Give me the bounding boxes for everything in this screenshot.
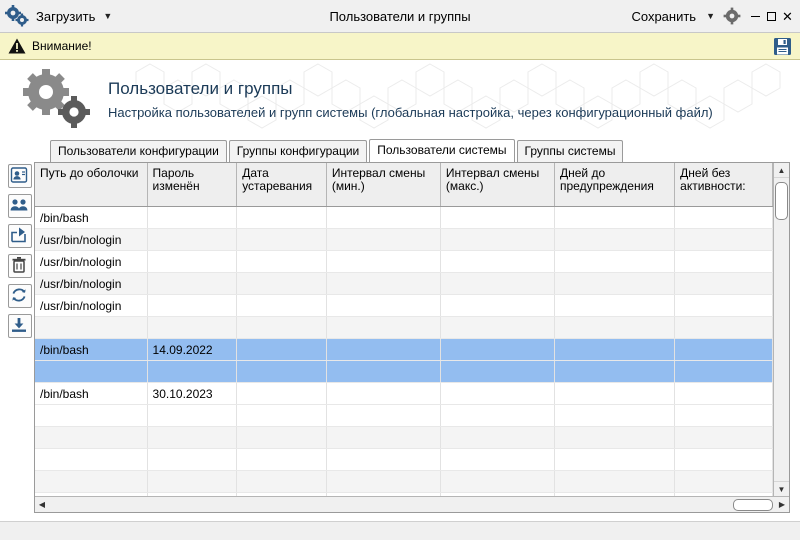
cell-shell-path: /usr/bin/nologin <box>35 295 147 317</box>
page-title: Пользователи и группы <box>108 78 293 98</box>
floppy-disk-icon[interactable] <box>773 37 792 56</box>
table-row[interactable] <box>35 471 773 493</box>
cell-password-changed <box>147 229 237 251</box>
load-menu-button[interactable]: Загрузить <box>36 8 96 24</box>
cell-days-warning <box>554 207 674 229</box>
cell-interval-min <box>326 471 440 493</box>
scroll-up-arrow-icon[interactable]: ▲ <box>774 163 789 178</box>
cell-days-warning <box>554 251 674 273</box>
cell-days-warning <box>554 295 674 317</box>
col-change-interval-max[interactable]: Интервал смены (макс.) <box>440 163 554 207</box>
col-shell-path[interactable]: Путь до оболочки <box>35 163 147 207</box>
cell-days-warning <box>554 361 674 383</box>
col-days-inactive[interactable]: Дней без активности: <box>675 163 773 207</box>
window-controls <box>749 10 794 23</box>
cell-password-changed <box>147 493 237 497</box>
load-menu-caret-icon[interactable]: ▼ <box>103 11 113 21</box>
cell-password-changed <box>147 427 237 449</box>
users-table-panel <box>34 162 790 513</box>
tab-bar <box>0 138 800 162</box>
cell-shell-path <box>35 361 147 383</box>
window-title: Пользователи и группы <box>329 8 471 24</box>
banner-text <box>108 79 713 120</box>
tab-system-groups[interactable]: Группы системы <box>517 140 624 162</box>
table-row-selected[interactable] <box>35 339 773 361</box>
vertical-scrollbar-thumb[interactable] <box>775 182 788 220</box>
cell-expiry-date <box>237 383 327 405</box>
cell-interval-min <box>326 383 440 405</box>
table-row[interactable] <box>35 405 773 427</box>
cell-interval-min <box>326 207 440 229</box>
settings-gear-icon[interactable] <box>723 7 741 25</box>
cell-days-warning <box>554 405 674 427</box>
cell-days-warning <box>554 427 674 449</box>
tab-system-users[interactable]: Пользователи системы <box>369 139 514 162</box>
cell-expiry-date <box>237 427 327 449</box>
cell-days-warning <box>554 273 674 295</box>
horizontal-scrollbar[interactable] <box>35 496 789 512</box>
maximize-button[interactable] <box>765 10 778 23</box>
cell-shell-path <box>35 449 147 471</box>
cell-interval-max <box>440 361 554 383</box>
cell-shell-path: /usr/bin/nologin <box>35 229 147 251</box>
cell-password-changed <box>147 449 237 471</box>
import-button[interactable] <box>8 314 32 338</box>
cell-interval-max <box>440 273 554 295</box>
cell-days-warning <box>554 471 674 493</box>
save-menu-button[interactable]: Сохранить <box>631 8 697 24</box>
system-users-table <box>35 163 773 496</box>
cell-days-inactive <box>675 493 773 497</box>
cell-interval-min <box>326 229 440 251</box>
cell-expiry-date <box>237 449 327 471</box>
cell-expiry-date <box>237 229 327 251</box>
cell-days-inactive <box>675 229 773 251</box>
cell-password-changed: 30.10.2023 <box>147 383 237 405</box>
cell-interval-min <box>326 339 440 361</box>
cell-expiry-date <box>237 273 327 295</box>
refresh-button[interactable] <box>8 284 32 308</box>
table-rows <box>35 207 773 497</box>
horizontal-scrollbar-thumb[interactable] <box>733 499 773 511</box>
cell-interval-max <box>440 339 554 361</box>
table-row[interactable] <box>35 251 773 273</box>
page-subtitle: Настройка пользователей и групп системы (глобальная настройка, через конфигурационный файл) <box>108 104 713 120</box>
page-banner <box>0 60 800 138</box>
close-button[interactable]: ✕ <box>782 8 793 24</box>
cell-days-inactive <box>675 251 773 273</box>
col-days-before-warning[interactable]: Дней до предупреждения <box>554 163 674 207</box>
add-group-button[interactable] <box>8 194 32 218</box>
col-password-changed[interactable]: Пароль изменён <box>147 163 237 207</box>
table-row-selected[interactable] <box>35 361 773 383</box>
add-user-button[interactable] <box>8 164 32 188</box>
cell-days-inactive <box>675 383 773 405</box>
cell-interval-min <box>326 449 440 471</box>
cell-days-warning <box>554 383 674 405</box>
side-toolbar <box>6 162 34 521</box>
cell-shell-path <box>35 471 147 493</box>
cell-expiry-date <box>237 493 327 497</box>
tab-config-groups[interactable]: Группы конфигурации <box>229 140 367 162</box>
tab-config-users[interactable]: Пользователи конфигурации <box>50 140 227 162</box>
cell-interval-max <box>440 251 554 273</box>
cell-interval-min <box>326 317 440 339</box>
col-expiry-date[interactable]: Дата устаревания <box>237 163 327 207</box>
cell-days-inactive <box>675 207 773 229</box>
cell-interval-min <box>326 405 440 427</box>
warning-bar <box>0 33 800 60</box>
app-gears-icon <box>4 4 30 28</box>
horizontal-scrollbar-track[interactable] <box>49 497 775 512</box>
table-row[interactable] <box>35 273 773 295</box>
content-area <box>0 162 800 521</box>
cell-password-changed <box>147 207 237 229</box>
cell-expiry-date <box>237 339 327 361</box>
cell-password-changed: 14.09.2022 <box>147 339 237 361</box>
cell-days-warning <box>554 229 674 251</box>
cell-days-warning <box>554 493 674 497</box>
warning-triangle-icon <box>8 38 26 54</box>
cell-shell-path: /usr/bin/nologin <box>35 251 147 273</box>
scroll-left-arrow-icon[interactable]: ◀ <box>38 500 46 509</box>
table-row[interactable] <box>35 449 773 471</box>
cell-password-changed <box>147 471 237 493</box>
cell-shell-path <box>35 493 147 497</box>
cell-days-inactive <box>675 471 773 493</box>
export-button[interactable] <box>8 224 32 248</box>
cell-shell-path: /bin/bash <box>35 339 147 361</box>
cell-days-warning <box>554 449 674 471</box>
cell-shell-path: /usr/bin/nologin <box>35 273 147 295</box>
vertical-scrollbar[interactable] <box>773 163 789 496</box>
table-row[interactable] <box>35 295 773 317</box>
cell-interval-max <box>440 493 554 497</box>
banner-content <box>0 60 800 138</box>
cell-days-inactive <box>675 317 773 339</box>
cell-shell-path: /bin/bash <box>35 383 147 405</box>
table-row[interactable] <box>35 493 773 497</box>
cell-interval-min <box>326 493 440 497</box>
cell-password-changed <box>147 361 237 383</box>
cell-days-inactive <box>675 449 773 471</box>
cell-days-inactive <box>675 295 773 317</box>
status-bar <box>0 521 800 540</box>
cell-expiry-date <box>237 295 327 317</box>
title-bar-right <box>631 7 796 25</box>
cell-days-inactive <box>675 361 773 383</box>
cell-password-changed <box>147 295 237 317</box>
table-row[interactable] <box>35 207 773 229</box>
cell-shell-path: /bin/bash <box>35 207 147 229</box>
table-row[interactable] <box>35 317 773 339</box>
warning-text: Внимание! <box>32 39 92 53</box>
cell-interval-max <box>440 405 554 427</box>
cell-expiry-date <box>237 405 327 427</box>
cell-interval-min <box>326 273 440 295</box>
cell-interval-min <box>326 251 440 273</box>
table-row[interactable] <box>35 383 773 405</box>
cell-interval-max <box>440 295 554 317</box>
table-scroll-viewport <box>35 163 773 496</box>
cell-expiry-date <box>237 361 327 383</box>
cell-password-changed <box>147 251 237 273</box>
cell-interval-max <box>440 449 554 471</box>
cell-shell-path <box>35 405 147 427</box>
cell-password-changed <box>147 405 237 427</box>
cell-expiry-date <box>237 471 327 493</box>
cell-interval-min <box>326 361 440 383</box>
title-bar <box>0 0 800 33</box>
delete-button[interactable] <box>8 254 32 278</box>
users-table-body <box>35 163 789 496</box>
cell-shell-path <box>35 427 147 449</box>
table-header-row <box>35 163 773 207</box>
cell-interval-max <box>440 427 554 449</box>
minimize-button[interactable] <box>749 10 762 23</box>
cell-days-warning <box>554 317 674 339</box>
cell-interval-max <box>440 317 554 339</box>
cell-interval-max <box>440 229 554 251</box>
cell-interval-min <box>326 295 440 317</box>
cell-days-inactive <box>675 427 773 449</box>
save-menu-caret-icon[interactable]: ▼ <box>706 11 715 21</box>
table-row[interactable] <box>35 229 773 251</box>
table-row[interactable] <box>35 427 773 449</box>
banner-gears-icon <box>18 68 94 130</box>
cell-days-inactive <box>675 273 773 295</box>
title-bar-left <box>4 4 112 28</box>
col-change-interval-min[interactable]: Интервал смены (мин.) <box>326 163 440 207</box>
cell-interval-max <box>440 207 554 229</box>
cell-shell-path <box>35 317 147 339</box>
cell-interval-min <box>326 427 440 449</box>
scroll-right-arrow-icon[interactable]: ▶ <box>778 500 786 509</box>
cell-expiry-date <box>237 317 327 339</box>
cell-expiry-date <box>237 207 327 229</box>
cell-days-inactive <box>675 405 773 427</box>
cell-interval-max <box>440 471 554 493</box>
cell-days-warning <box>554 339 674 361</box>
cell-password-changed <box>147 273 237 295</box>
cell-days-inactive <box>675 339 773 361</box>
cell-interval-max <box>440 383 554 405</box>
cell-expiry-date <box>237 251 327 273</box>
cell-password-changed <box>147 317 237 339</box>
scroll-down-arrow-icon[interactable]: ▼ <box>774 481 789 496</box>
